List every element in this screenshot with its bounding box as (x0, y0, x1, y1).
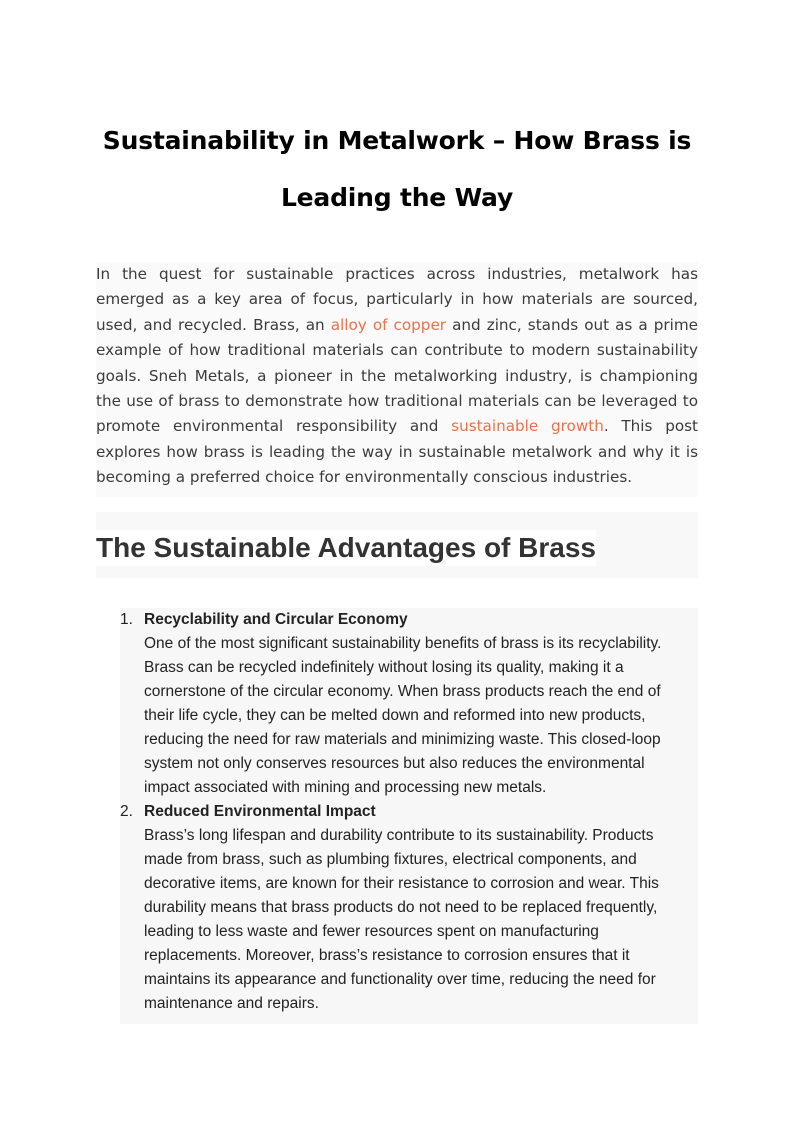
list-item-title: Reduced Environmental Impact (144, 802, 376, 820)
list-item (120, 608, 686, 800)
alloy-of-copper-link[interactable]: alloy of copper (330, 315, 447, 334)
intro-text-1: In the quest for sustainable practices across industries, metalwork has emerged as a key area of focus, particularly in how materials are sourced, used, and recycled. Brass, an (96, 265, 698, 334)
list-item-body: One of the most significant sustainability benefits of brass is its recyclability. Brass can be recycled indefinitely without losing its quality, making it a cornerstone of the circular economy. When brass products reach the end of their life cycle, they can be melted down and reformed into new products, reducing the need for raw materials and minimizing waste. This closed-loop system not only conserves resources but also reduces the environmental impact associated with mining and processing new metals. (144, 634, 662, 796)
list-item-number: 1. (120, 610, 133, 628)
list-item-title: Recyclability and Circular Economy (144, 610, 408, 628)
document-page (96, 112, 698, 1024)
sustainable-growth-link[interactable]: sustainable growth (451, 417, 604, 436)
list-item-body: Brass’s long lifespan and durability contribute to its sustainability. Products made from brass, such as plumbing fixtures, electrical components, and decorative items, are known for their resistance to corrosion and wear. This durability means that brass products do not need to be replaced frequently, leading to less waste and fewer resources spent on manufacturing replacements. Moreover, brass’s resistance to corrosion ensures that it maintains its appearance and functionality over time, reducing the need for maintenance and repairs. (144, 826, 659, 1012)
title-line-1: Sustainability in Metalwork – How Brass is (102, 126, 692, 155)
intro-paragraph (96, 262, 698, 497)
title-line-2: Leading the Way (280, 183, 514, 212)
advantages-list (120, 608, 686, 1016)
list-item (120, 800, 686, 1016)
intro-text-2: and zinc, stands out as a prime example of how traditional materials can contribute to modern sustainability goals. Sneh Metals, a pioneer in the metalworking industry, is championing the use of brass to demonstrate how traditional materials can be leveraged to promote environmental responsibility and (96, 315, 699, 436)
section-heading-wrap (96, 512, 698, 578)
section-heading: The Sustainable Advantages of Brass (96, 530, 596, 566)
page-title (96, 112, 698, 226)
advantages-list-block (120, 608, 698, 1024)
list-item-number: 2. (120, 802, 133, 820)
intro-text-3: . This post explores how brass is leading the way in sustainable metalwork and why it is becoming a preferred choice for environmentally conscious industries. (96, 417, 698, 487)
